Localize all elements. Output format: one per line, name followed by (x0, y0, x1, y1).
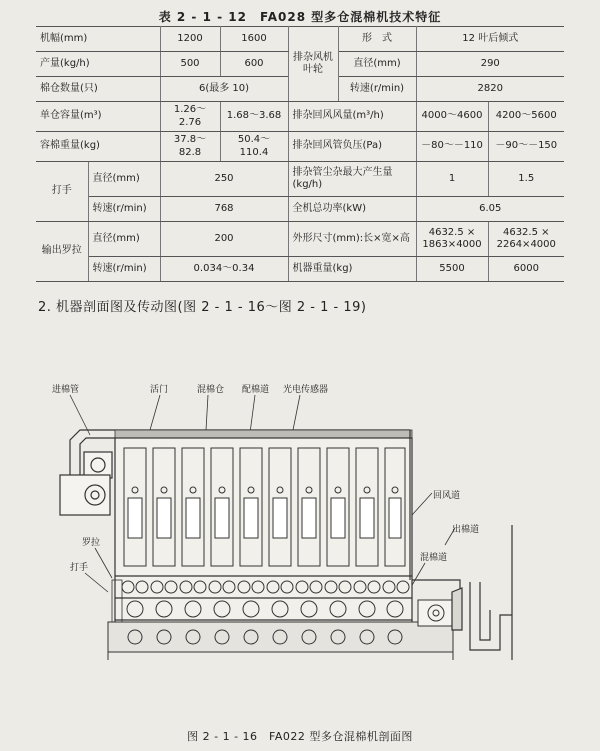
cell: 290 (416, 52, 564, 77)
cell: －80～－110 (416, 132, 488, 162)
table-row (36, 102, 564, 132)
cell: 排杂管尘杂最大产生量(kg/h) (288, 162, 416, 197)
table-title: 表 2 - 1 - 12 FA028 型多仓混棉机技术特征 (158, 10, 442, 24)
cell: －90～－150 (488, 132, 564, 162)
cell: 机器重量(kg) (288, 257, 416, 282)
outlet-fan (418, 600, 454, 626)
label-return-air-duct: 回风道 (433, 491, 461, 501)
cell: 6.05 (416, 197, 564, 222)
table-row (36, 222, 564, 257)
cell: 6000 (488, 257, 564, 282)
table-row (36, 197, 564, 222)
cell: 1.5 (488, 162, 564, 197)
cell: 6(最多 10) (160, 77, 288, 102)
cell: 200 (160, 222, 288, 257)
cell: 1600 (220, 27, 288, 52)
cell: 转速(r/min) (88, 257, 160, 282)
cell: 37.8～82.8 (160, 132, 220, 162)
cell: 产量(kg/h) (36, 52, 160, 77)
cell: 768 (160, 197, 288, 222)
cell: 棉仓数量(只) (36, 77, 160, 102)
cell: 全机总功率(kW) (288, 197, 416, 222)
table-row (36, 27, 564, 52)
section-heading: 2. 机器剖面图及传动图(图 2 - 1 - 16～图 2 - 1 - 19) (38, 300, 367, 315)
cell: 4000～4600 (416, 102, 488, 132)
cell: 排杂回风管负压(Pa) (288, 132, 416, 162)
cell: 2820 (416, 77, 564, 102)
label-roller: 罗拉 (82, 538, 101, 548)
cell: 12 叶后倾式 (416, 27, 564, 52)
cell: 1200 (160, 27, 220, 52)
cell: 500 (160, 52, 220, 77)
cell: 600 (220, 52, 288, 77)
label-valve: 活门 (150, 385, 169, 395)
spec-table (36, 26, 564, 282)
cell: 转速(r/min) (338, 77, 416, 102)
cell: 打手 (36, 162, 88, 222)
label-mixing-bin: 混棉仓 (197, 385, 225, 395)
label-photo-sensor: 光电传感器 (283, 385, 329, 395)
cell: 50.4～110.4 (220, 132, 288, 162)
table-row (36, 257, 564, 282)
figure-caption: 图 2 - 1 - 16 FA022 型多仓混棉机剖面图 (187, 730, 413, 743)
cell: 4200～5600 (488, 102, 564, 132)
cell: 排杂回风风量(m³/h) (288, 102, 416, 132)
cell: 5500 (416, 257, 488, 282)
cell: 直径(mm) (88, 162, 160, 197)
mixing-duct-base (108, 622, 453, 660)
cell: 1 (416, 162, 488, 197)
cell: 250 (160, 162, 288, 197)
cell: 形 式 (338, 27, 416, 52)
label-outlet-duct: 出棉道 (452, 525, 480, 535)
cell: 转速(r/min) (88, 197, 160, 222)
cell: 直径(mm) (338, 52, 416, 77)
cell: 0.034～0.34 (160, 257, 288, 282)
cell: 4632.5 × 2264×4000 (488, 222, 564, 257)
cell: 4632.5 × 1863×4000 (416, 222, 488, 257)
label-inlet-pipe: 进棉管 (52, 385, 80, 395)
table-row (36, 162, 564, 197)
cell: 机幅(mm) (36, 27, 160, 52)
cell: 外形尺寸(mm):长×宽×高 (288, 222, 416, 257)
label-distribution-duct: 配棉道 (242, 385, 270, 395)
cell: 直径(mm) (88, 222, 160, 257)
label-mixing-duct: 混棉道 (420, 553, 448, 563)
cell: 1.26～2.76 (160, 102, 220, 132)
cell: 输出罗拉 (36, 222, 88, 282)
table-row (36, 132, 564, 162)
cell: 容棉重量(kg) (36, 132, 160, 162)
cell: 1.68～3.68 (220, 102, 288, 132)
machine-section-diagram (0, 330, 600, 725)
label-beater: 打手 (70, 563, 89, 573)
cell: 排杂风机叶轮 (288, 27, 338, 102)
cell: 单仓容量(m³) (36, 102, 160, 132)
